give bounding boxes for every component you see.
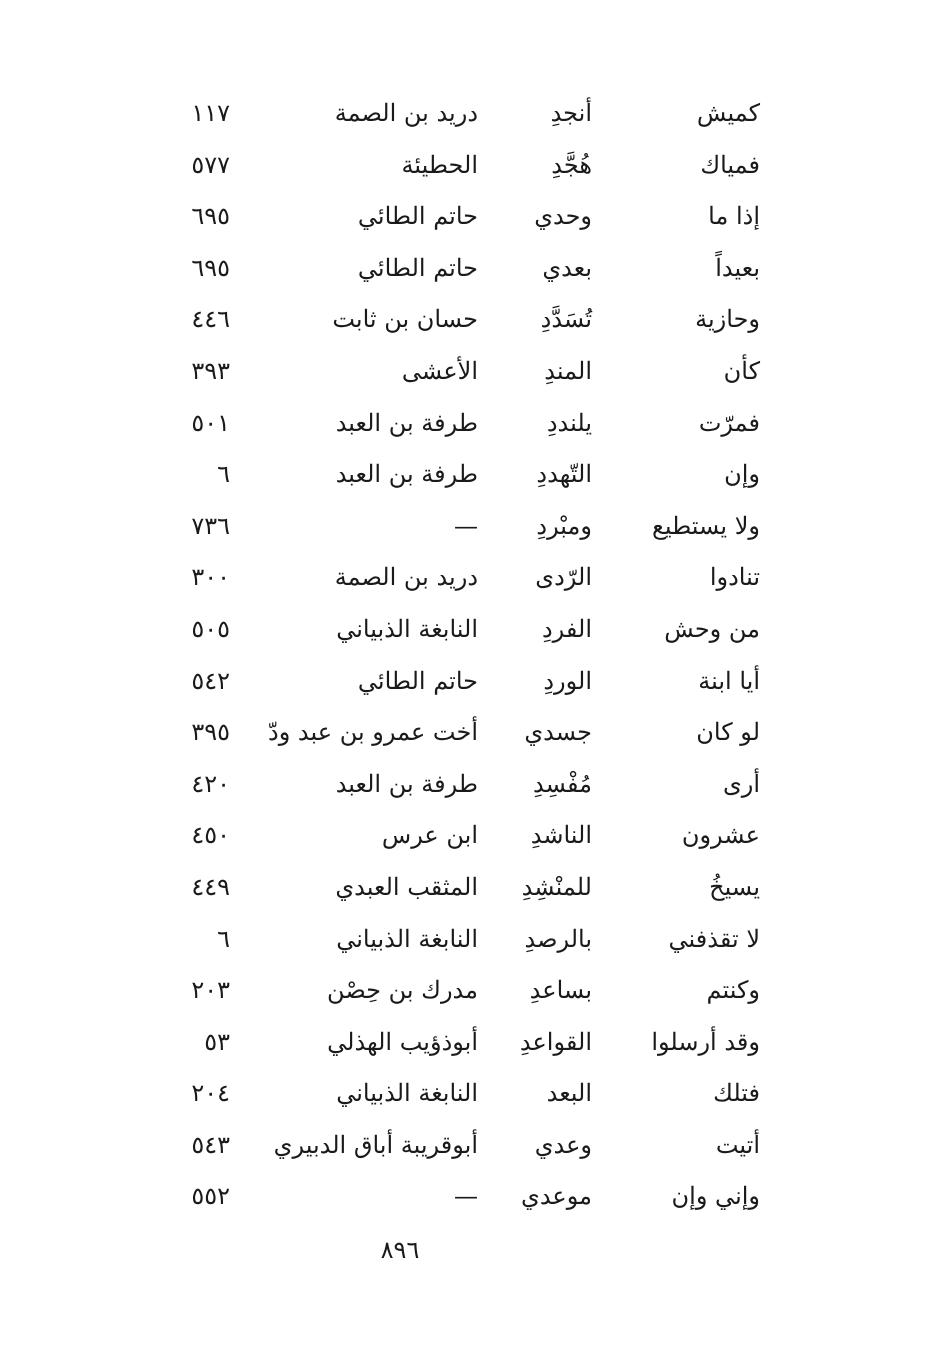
page-ref-cell: ٢٠٤ [191, 1079, 230, 1108]
table-row [150, 604, 770, 656]
table-row [150, 914, 770, 966]
poet-name-cell: — [454, 511, 478, 540]
rhyme-word-cell: التّهددِ [536, 460, 592, 489]
page-ref-cell: ٥٤٢ [191, 666, 230, 695]
table-row [150, 294, 770, 346]
table-row [150, 552, 770, 604]
page-ref-cell: ٥٠٥ [191, 614, 230, 643]
poet-name-cell: طرفة بن العبد [335, 769, 478, 798]
rhyme-word-cell: تُسَدَّدِ [540, 305, 592, 334]
first-word-cell: تنادوا [709, 563, 760, 592]
page-ref-cell: ٧٣٦ [191, 511, 230, 540]
first-word-cell: لا تقذفني [668, 924, 760, 953]
page-ref-cell: ٥٠١ [191, 408, 230, 437]
table-row [150, 140, 770, 192]
first-word-cell: كميش [696, 99, 760, 127]
poet-name-cell: دريد بن الصمة [334, 563, 478, 592]
table-row [150, 398, 770, 450]
first-word-cell: من وحش [664, 614, 760, 643]
rhyme-word-cell: أنجدِ [550, 99, 592, 127]
rhyme-word-cell: المندِ [544, 356, 592, 385]
table-row [150, 1171, 770, 1223]
table-row [150, 759, 770, 811]
table-row [150, 810, 770, 862]
rhyme-index-table [150, 88, 770, 1223]
first-word-cell: أتيت [715, 1130, 760, 1159]
poet-name-cell: أخت عمرو بن عبد ودّ [268, 718, 478, 747]
rhyme-word-cell: جسدي [524, 718, 592, 747]
first-word-cell: وإن [724, 460, 760, 489]
first-word-cell: يسيخُ [709, 872, 760, 901]
table-row [150, 88, 770, 140]
table-row [150, 243, 770, 295]
poet-name-cell: ابن عرس [381, 821, 478, 850]
first-word-cell: إذا ما [708, 202, 760, 231]
page-ref-cell: ٣٠٠ [191, 563, 230, 592]
poet-name-cell: النابغة الذبياني [336, 924, 478, 953]
first-word-cell: فمرّت [698, 408, 760, 437]
rhyme-word-cell: مُفْسِدِ [532, 769, 592, 798]
rhyme-word-cell: موعدي [521, 1182, 592, 1211]
first-word-cell: ولا يستطيع [652, 511, 760, 540]
poet-name-cell: أبوذؤيب الهذلي [327, 1027, 478, 1056]
poet-name-cell: المثقب العبدي [335, 872, 478, 901]
first-word-cell: عشرون [681, 821, 760, 850]
first-word-cell: أيا ابنة [698, 666, 760, 695]
rhyme-word-cell: وحدي [534, 202, 592, 231]
rhyme-word-cell: الفردِ [541, 614, 592, 643]
table-row [150, 1068, 770, 1120]
page-ref-cell: ٣٩٥ [191, 718, 230, 747]
table-row [150, 449, 770, 501]
poet-name-cell: طرفة بن العبد [335, 408, 478, 437]
rhyme-word-cell: الرّدى [535, 563, 592, 592]
rhyme-word-cell: هُجَّدِ [551, 150, 592, 179]
poet-name-cell: حاتم الطائي [357, 666, 478, 695]
page-ref-cell: ٦٩٥ [191, 253, 230, 282]
page-ref-cell: ٥٤٣ [191, 1130, 230, 1159]
poet-name-cell: حسان بن ثابت [332, 305, 478, 334]
table-row [150, 707, 770, 759]
rhyme-word-cell: بعدي [542, 253, 592, 282]
poet-name-cell: أبوقريبة أباق الدبيري [273, 1130, 478, 1159]
poet-name-cell: طرفة بن العبد [335, 460, 478, 489]
table-row [150, 191, 770, 243]
table-row [150, 1017, 770, 1069]
first-word-cell: كأن [723, 356, 760, 385]
rhyme-word-cell: للمنْشِدِ [521, 872, 592, 901]
page-ref-cell: ٤٤٦ [191, 305, 230, 334]
page-ref-cell: ٤٢٠ [191, 769, 230, 798]
page-ref-cell: ١١٧ [191, 99, 230, 127]
page-ref-cell: ٤٤٩ [191, 872, 230, 901]
table-row [150, 1120, 770, 1172]
page-ref-cell: ٦ [217, 924, 230, 953]
first-word-cell: وحازية [695, 305, 760, 334]
page-ref-cell: ٥٣ [204, 1027, 230, 1056]
table-row [150, 862, 770, 914]
rhyme-word-cell: بساعدِ [529, 976, 592, 1005]
rhyme-word-cell: ومبْردِ [536, 511, 592, 540]
poet-name-cell: النابغة الذبياني [336, 1079, 478, 1108]
poet-name-cell: الأعشى [401, 356, 478, 385]
page-ref-cell: ٥٥٢ [191, 1182, 230, 1211]
rhyme-word-cell: الناشدِ [530, 821, 592, 850]
page-number: ٨٩٦ [380, 1236, 420, 1264]
rhyme-word-cell: وعدي [534, 1130, 592, 1159]
poet-name-cell: مدرك بن حِصْن [327, 976, 478, 1005]
poet-name-cell: حاتم الطائي [357, 202, 478, 231]
page-ref-cell: ٢٠٣ [191, 976, 230, 1005]
rhyme-word-cell: الوردِ [543, 666, 592, 695]
first-word-cell: وكنتم [706, 976, 760, 1005]
page-ref-cell: ٣٩٣ [191, 356, 230, 385]
rhyme-word-cell: البعد [546, 1079, 592, 1108]
first-word-cell: بعيداً [715, 253, 760, 282]
rhyme-word-cell: يلنددِ [546, 408, 592, 437]
table-row [150, 501, 770, 553]
page-ref-cell: ٥٧٧ [191, 150, 230, 179]
table-row [150, 656, 770, 708]
rhyme-word-cell: بالرصدِ [524, 924, 592, 953]
first-word-cell: فتلك [713, 1079, 760, 1108]
page-ref-cell: ٤٥٠ [191, 821, 230, 850]
first-word-cell: وقد أرسلوا [651, 1027, 760, 1056]
table-row [150, 346, 770, 398]
page-ref-cell: ٦٩٥ [191, 202, 230, 231]
first-word-cell: فمياك [700, 150, 760, 179]
poet-name-cell: دريد بن الصمة [334, 99, 478, 127]
poet-name-cell: الحطيئة [401, 150, 478, 179]
first-word-cell: وإني وإن [671, 1182, 760, 1211]
first-word-cell: أرى [722, 769, 760, 798]
poet-name-cell: حاتم الطائي [357, 253, 478, 282]
poet-name-cell: النابغة الذبياني [336, 614, 478, 643]
first-word-cell: لو كان [696, 718, 760, 747]
table-row [150, 965, 770, 1017]
poet-name-cell: — [454, 1182, 478, 1211]
page-ref-cell: ٦ [217, 460, 230, 489]
rhyme-word-cell: القواعدِ [519, 1027, 592, 1056]
